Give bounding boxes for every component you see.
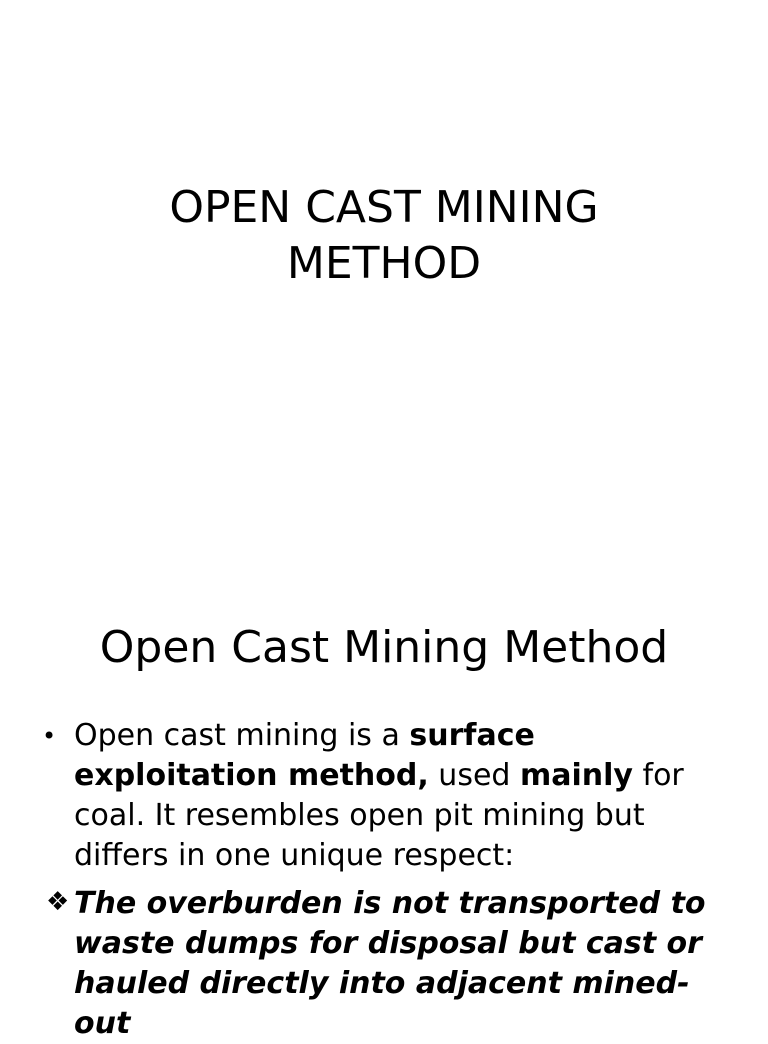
sub-bullet-text: The overburden is not transported to waste dumps for disposal but cast or hauled directly into adjacent mined-out [74, 886, 706, 1041]
bullet-text-part: used [428, 758, 520, 793]
sub-bullet-item [42, 884, 732, 1044]
bullet-text-part: Open cast mining is a [74, 718, 410, 753]
bullet-item [42, 716, 732, 876]
bullet-text-part: for coal. It resembles open pit mining but differs in one unique respect: [74, 758, 684, 873]
content-slide [0, 576, 768, 1041]
bullet-dot-icon: • [42, 722, 57, 750]
bullet-bold-text: surface exploitation method, [74, 718, 535, 793]
bullet-bold-text: mainly [519, 758, 633, 793]
slide-heading: Open Cast Mining Method [99, 622, 669, 673]
diamond-bullet-icon: ❖ [46, 887, 70, 917]
slide-title: OPEN CAST MINING METHOD [169, 182, 599, 289]
slide-body [42, 716, 732, 1044]
